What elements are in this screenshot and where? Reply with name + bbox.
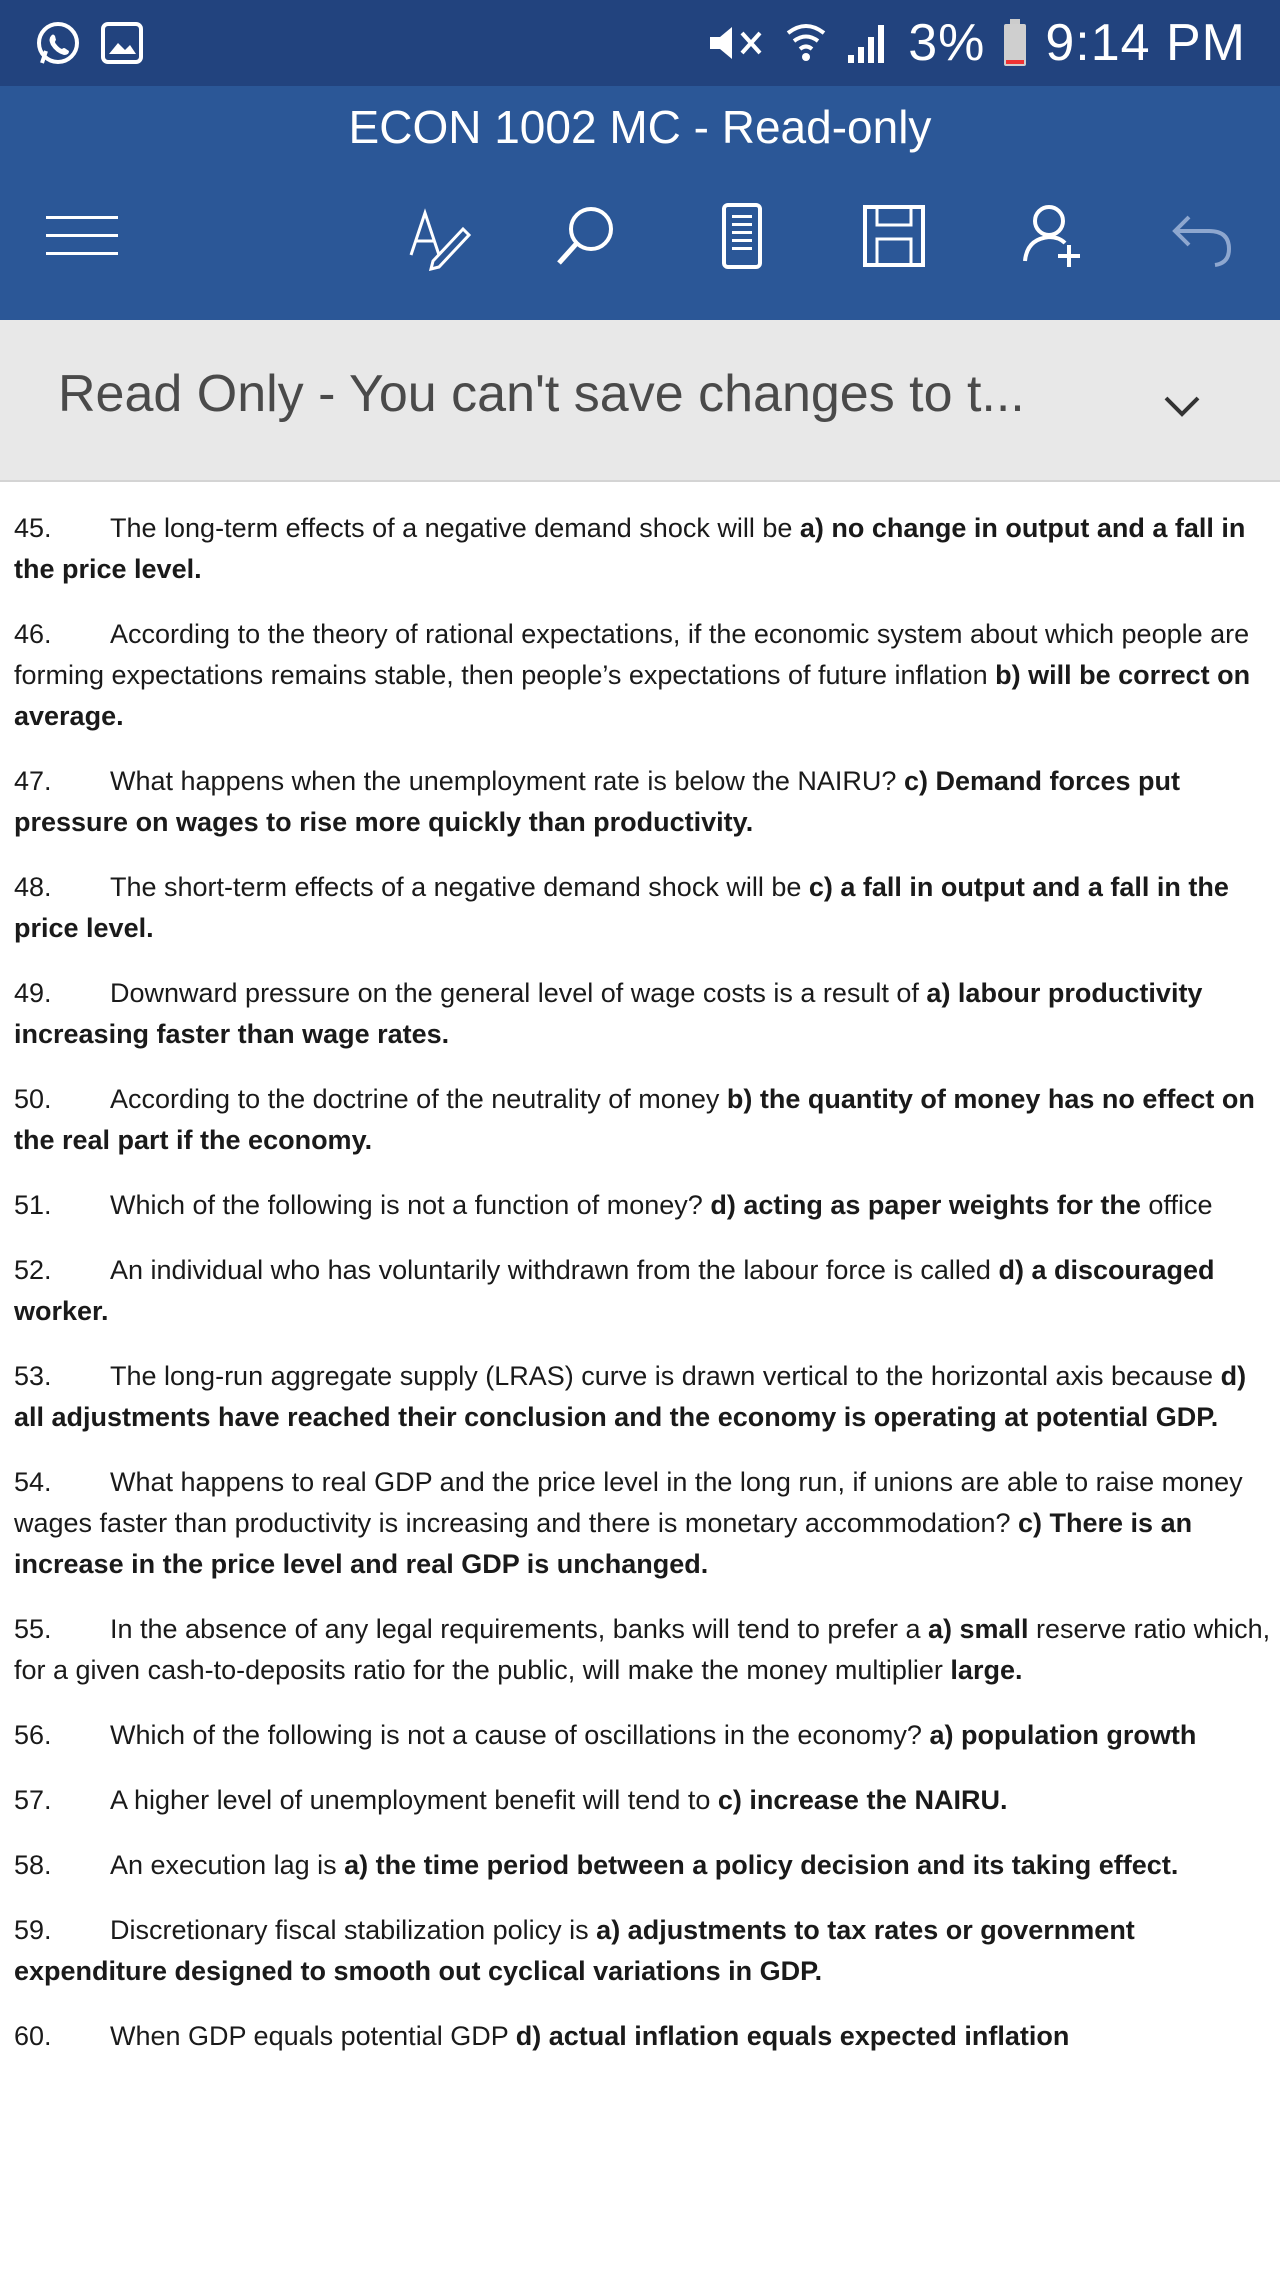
question-item — [14, 1780, 1272, 1821]
question-number: 51. — [14, 1190, 52, 1220]
question-text: Discretionary fiscal stabilization policy is — [110, 1915, 597, 1945]
question-number: 58. — [14, 1850, 52, 1880]
question-item — [14, 2016, 1272, 2057]
wifi-icon — [784, 19, 828, 67]
read-only-banner[interactable] — [0, 320, 1280, 482]
question-item — [14, 761, 1272, 843]
mute-icon — [706, 21, 766, 65]
status-right — [706, 13, 1246, 73]
question-text: Which of the following is not a cause of oscillations in the economy? — [110, 1720, 930, 1750]
question-answer: b) will be correct on average. — [14, 660, 1251, 731]
reading-view-button[interactable] — [700, 194, 784, 278]
question-text: When GDP equals potential GDP — [110, 2021, 516, 2051]
question-item — [14, 867, 1272, 949]
edit-text-icon — [403, 201, 473, 271]
question-number: 47. — [14, 766, 52, 796]
question-item — [14, 1715, 1272, 1756]
question-answer: d) acting as paper weights for the — [710, 1190, 1141, 1220]
question-answer: a) population growth — [929, 1720, 1197, 1750]
question-number: 54. — [14, 1467, 52, 1497]
search-icon — [551, 201, 621, 271]
status-bar — [0, 0, 1280, 86]
question-answer: a) small — [927, 1614, 1029, 1644]
question-item — [14, 1462, 1272, 1585]
status-left — [34, 19, 144, 67]
question-item — [14, 1185, 1272, 1226]
question-item — [14, 1079, 1272, 1161]
question-answer: a) adjustments to tax rates or government expenditure designed to smooth out cyclical variations in GDP. — [14, 1915, 1135, 1986]
question-text: According to the doctrine of the neutrality of money — [110, 1084, 727, 1114]
question-number: 52. — [14, 1255, 52, 1285]
question-answer: c) There is an increase in the price level and real GDP is unchanged. — [14, 1508, 1193, 1579]
question-answer-2: large. — [950, 1655, 1023, 1685]
undo-icon — [1167, 201, 1237, 271]
question-number: 56. — [14, 1720, 52, 1750]
hamburger-icon — [44, 208, 120, 264]
whatsapp-icon — [34, 19, 82, 67]
clock: 9:14 PM — [1045, 14, 1246, 72]
question-text: In the absence of any legal requirements, banks will tend to prefer a — [110, 1614, 928, 1644]
question-number: 55. — [14, 1614, 52, 1644]
question-number: 57. — [14, 1785, 52, 1815]
question-item — [14, 973, 1272, 1055]
search-button[interactable] — [544, 194, 628, 278]
question-item — [14, 1910, 1272, 1992]
question-item — [14, 508, 1272, 590]
question-text: Which of the following is not a function of money? — [110, 1190, 711, 1220]
question-number: 48. — [14, 872, 52, 902]
question-number: 60. — [14, 2021, 52, 2051]
question-item — [14, 1845, 1272, 1886]
question-item — [14, 614, 1272, 737]
question-text: An execution lag is — [110, 1850, 345, 1880]
question-item — [14, 1250, 1272, 1332]
question-text: The long-run aggregate supply (LRAS) curve is drawn vertical to the horizontal axis because — [110, 1361, 1221, 1391]
app-bar — [0, 86, 1280, 320]
gallery-icon — [100, 21, 144, 65]
document-title: ECON 1002 MC - Read-only — [348, 101, 932, 153]
question-number: 50. — [14, 1084, 52, 1114]
question-text: What happens when the unemployment rate is below the NAIRU? — [110, 766, 904, 796]
question-item — [14, 1356, 1272, 1438]
banner-message: Read Only - You can't save changes to t... — [58, 365, 1025, 423]
share-button[interactable] — [1012, 194, 1096, 278]
question-number: 49. — [14, 978, 52, 1008]
question-text-tail: reserve ratio which, for a given cash-to-deposits ratio for the public, will make the money multiplier — [14, 1614, 1271, 1685]
question-text: Downward pressure on the general level of wage costs is a result of — [110, 978, 927, 1008]
question-number: 45. — [14, 513, 52, 543]
question-answer: a) labour productivity increasing faster than wage rates. — [14, 978, 1203, 1049]
question-answer: a) no change in output and a fall in the price level. — [14, 513, 1246, 584]
question-text-tail: office — [1140, 1190, 1213, 1220]
document-body — [14, 508, 1272, 2081]
question-number: 59. — [14, 1915, 52, 1945]
save-button[interactable] — [852, 194, 936, 278]
question-answer: d) actual inflation equals expected inflation — [515, 2021, 1070, 2051]
add-person-icon — [1019, 201, 1089, 271]
mobile-view-icon — [712, 201, 772, 271]
question-number: 46. — [14, 619, 52, 649]
question-text: According to the theory of rational expectations, if the economic system about which people are forming expectations remains stable, then people’s expectations of future inflation — [14, 619, 1250, 690]
question-answer: d) a discouraged worker. — [14, 1255, 1215, 1326]
question-answer: c) increase the NAIRU. — [717, 1785, 1008, 1815]
question-answer: c) Demand forces put pressure on wages to rise more quickly than productivity. — [14, 766, 1180, 837]
question-text: The long-term effects of a negative demand shock will be — [110, 513, 800, 543]
battery-icon — [1003, 18, 1027, 68]
chevron-down-icon[interactable] — [1160, 384, 1204, 428]
question-answer: d) all adjustments have reached their conclusion and the economy is operating at potential GDP. — [14, 1361, 1247, 1432]
question-text: The short-term effects of a negative demand shock will be — [110, 872, 809, 902]
signal-icon — [846, 19, 890, 67]
undo-button[interactable] — [1160, 194, 1244, 278]
question-answer: b) the quantity of money has no effect on the real part if the economy. — [14, 1084, 1255, 1155]
question-answer: c) a fall in output and a fall in the price level. — [14, 872, 1229, 943]
save-icon — [859, 201, 929, 271]
question-text: A higher level of unemployment benefit will tend to — [110, 1785, 718, 1815]
menu-button[interactable] — [40, 194, 124, 278]
question-number: 53. — [14, 1361, 52, 1391]
battery-percent: 3% — [908, 14, 986, 72]
question-item — [14, 1609, 1272, 1691]
edit-button[interactable] — [396, 194, 480, 278]
question-text: An individual who has voluntarily withdrawn from the labour force is called — [110, 1255, 999, 1285]
question-text: What happens to real GDP and the price level in the long run, if unions are able to raise money wages faster than productivity is increasing and there is monetary accommodation? — [14, 1467, 1243, 1538]
question-answer: a) the time period between a policy decision and its taking effect. — [344, 1850, 1179, 1880]
